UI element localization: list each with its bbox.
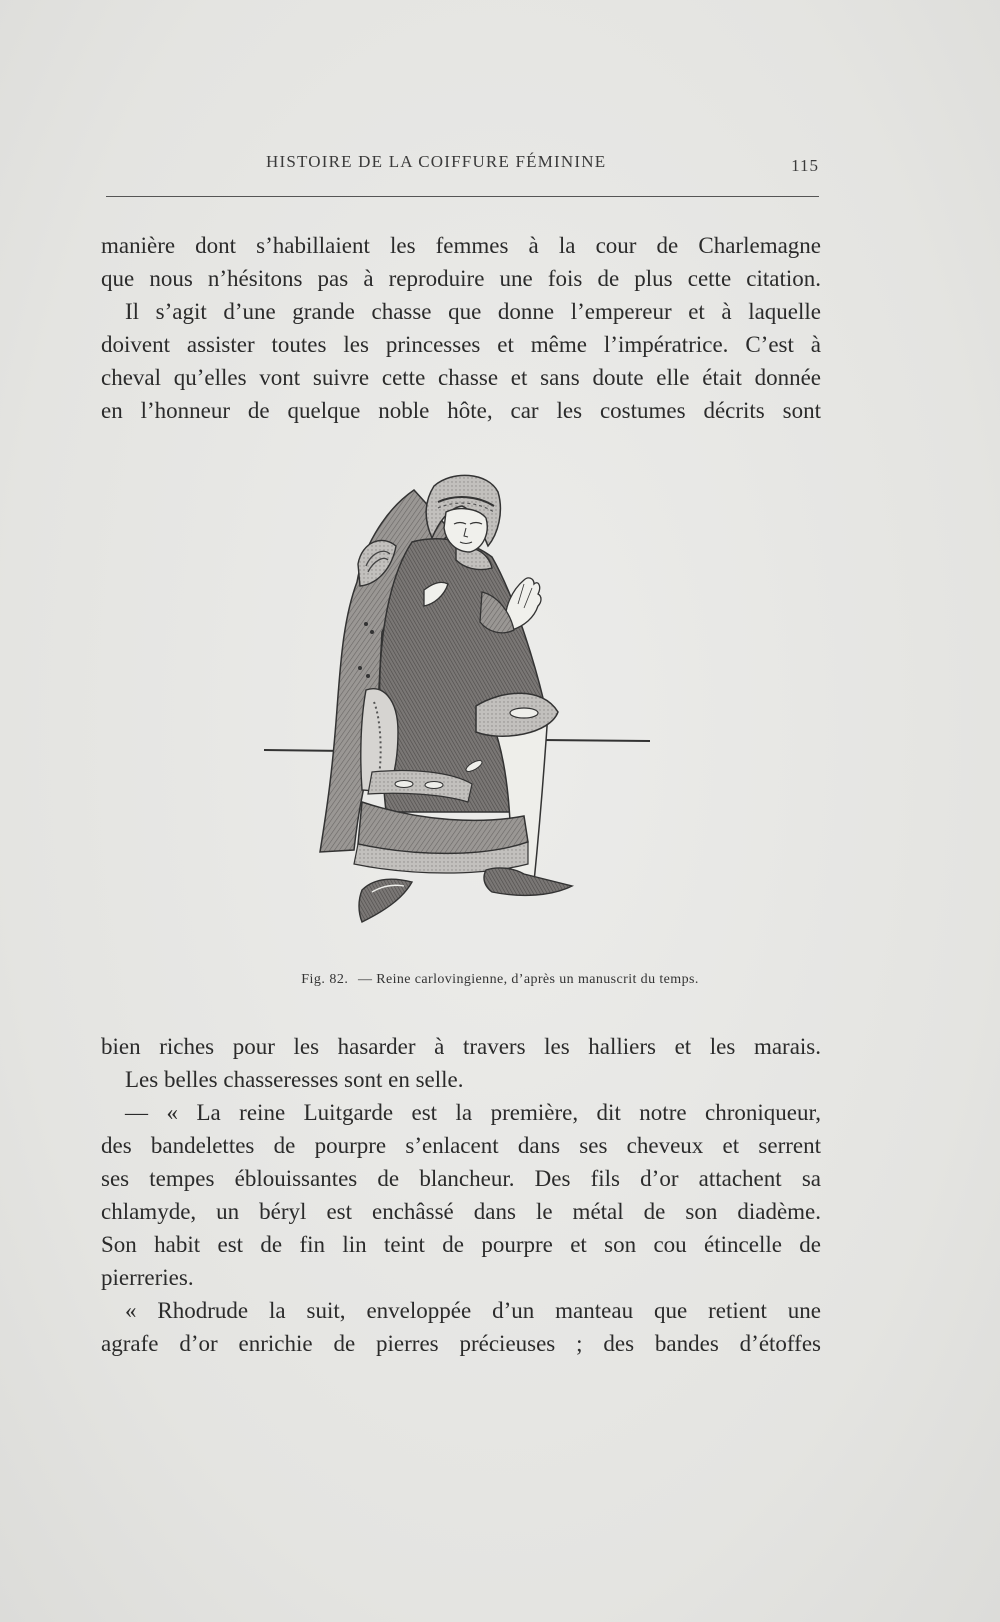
text-line: cheval qu’elles vont suivre cette chasse et sans doute elle était donnée [101,365,821,390]
running-head [106,150,819,174]
text-line: « Rhodrude la suit, enveloppée d’un manteau que retient une [125,1298,821,1323]
text-line: — « La reine Luitgarde est la première, dit notre chroniqueur, [125,1100,821,1125]
running-title: HISTOIRE DE LA COIFFURE FÉMININE [266,152,607,171]
text-line: agrafe d’or enrichie de pierres précieuses ; des bandes d’étoffes [101,1331,821,1356]
figure-illustration [262,472,652,962]
text-line: des bandelettes de pourpre s’enlacent dans ses cheveux et serrent [101,1133,821,1158]
header-rule [106,196,819,197]
text-line: bien riches pour les hasarder à travers les halliers et les marais. [101,1034,821,1059]
text-line: Son habit est de fin lin teint de pourpre et son cou étincelle de [101,1232,821,1257]
page-number: 115 [791,156,819,175]
body-text-top [101,229,821,427]
text-line: en l’honneur de quelque noble hôte, car les costumes décrits sont [101,398,821,423]
figure-caption [0,972,1000,988]
caption-label: Fig. 82. [301,972,349,987]
text-line: que nous n’hésitons pas à reproduire une fois de plus cette citation. [101,266,821,291]
text-line: Il s’agit d’une grande chasse que donne l’empereur et à laquelle [125,299,821,324]
text-line: chlamyde, un béryl est enchâssé dans le métal de son diadème. [101,1199,821,1224]
caption-text: — Reine carlovingienne, d’après un manuscrit du temps. [357,972,699,987]
text-line: pierreries. [101,1265,194,1290]
text-line: manière dont s’habillaient les femmes à la cour de Charlemagne [101,233,821,258]
carolingian-queen-illustration [262,472,652,962]
text-line: doivent assister toutes les princesses et même l’impératrice. C’est à [101,332,821,357]
text-line: ses tempes éblouissantes de blancheur. Des fils d’or attachent sa [101,1166,821,1191]
body-text-bottom [101,1030,821,1360]
text-line: Les belles chasseresses sont en selle. [125,1067,464,1092]
